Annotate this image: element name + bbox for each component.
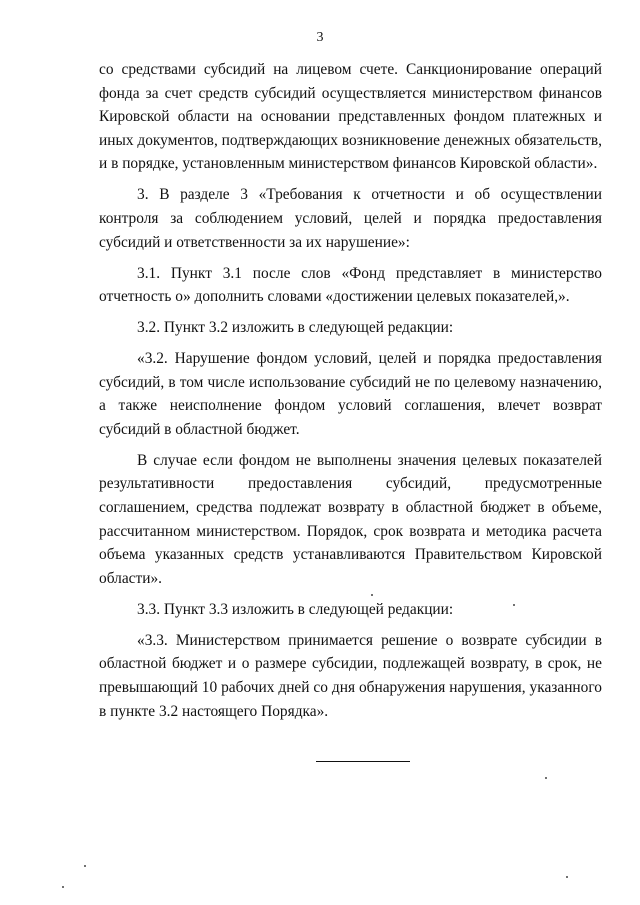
paragraph-3-2-intro: 3.2. Пункт 3.2 изложить в следующей редакции:	[137, 319, 454, 337]
page-number: 3	[316, 30, 324, 45]
paragraph-3-1: 3.1. Пункт 3.1 после слов «Фонд представляет в министерство отчетность о» дополнить словами «достижении целевых показателей,».	[99, 264, 602, 306]
paragraph-3-2-text: «3.2. Нарушение фондом условий, целей и порядка предоставления субсидий, в том числе использование субсидий не по целевому назначению, а также неисполнение фондом условий соглашения, влечет возврат субсидий в областной бюджет.	[99, 350, 602, 438]
scan-speck	[371, 594, 373, 596]
paragraph-3-3-text: «3.3. Министерством принимается решение о возврате субсидии в областной бюджет и о размере субсидии, подлежащей возврату, в срок, не превышающий 10 рабочих дней со дня обнаружения нарушения, указанного в пункте 3.2 настоящего Порядка».	[99, 631, 602, 720]
end-divider-line	[316, 761, 410, 762]
paragraph-section-3-amendment: 3. В разделе 3 «Требования к отчетности и об осуществлении контроля за соблюдением условий, целей и порядка предоставления субсидий и ответственности за их нарушение»:	[99, 186, 602, 251]
paragraph-continuation: со средствами субсидий на лицевом счете. Санкционирование операций фонда за счет средств субсидий осуществляется министерством финансов Кировской области на основании представленных фондом платежных и иных документов, подтверждающих возникновение денежных обязательств, и в порядке, установленным министерством финансов Кировской области».	[99, 61, 602, 173]
scan-speck	[566, 876, 568, 878]
paragraph-3-3-intro: 3.3. Пункт 3.3 изложить в следующей редакции:	[137, 600, 454, 618]
paragraph-3-2-continuation: В случае если фондом не выполнены значения целевых показателей результативности предоставления субсидий, предусмотренные соглашением, средства подлежат возврату в областной бюджет в объеме, рассчитанном министерством. Порядок, срок возврата и методика расчета объема указанных средств устанавливаются Правительством Кировской области».	[99, 451, 602, 587]
scan-speck	[513, 604, 515, 606]
document-body	[99, 58, 602, 731]
scan-speck	[62, 886, 64, 888]
scan-speck	[545, 777, 547, 779]
scan-speck	[84, 865, 86, 867]
